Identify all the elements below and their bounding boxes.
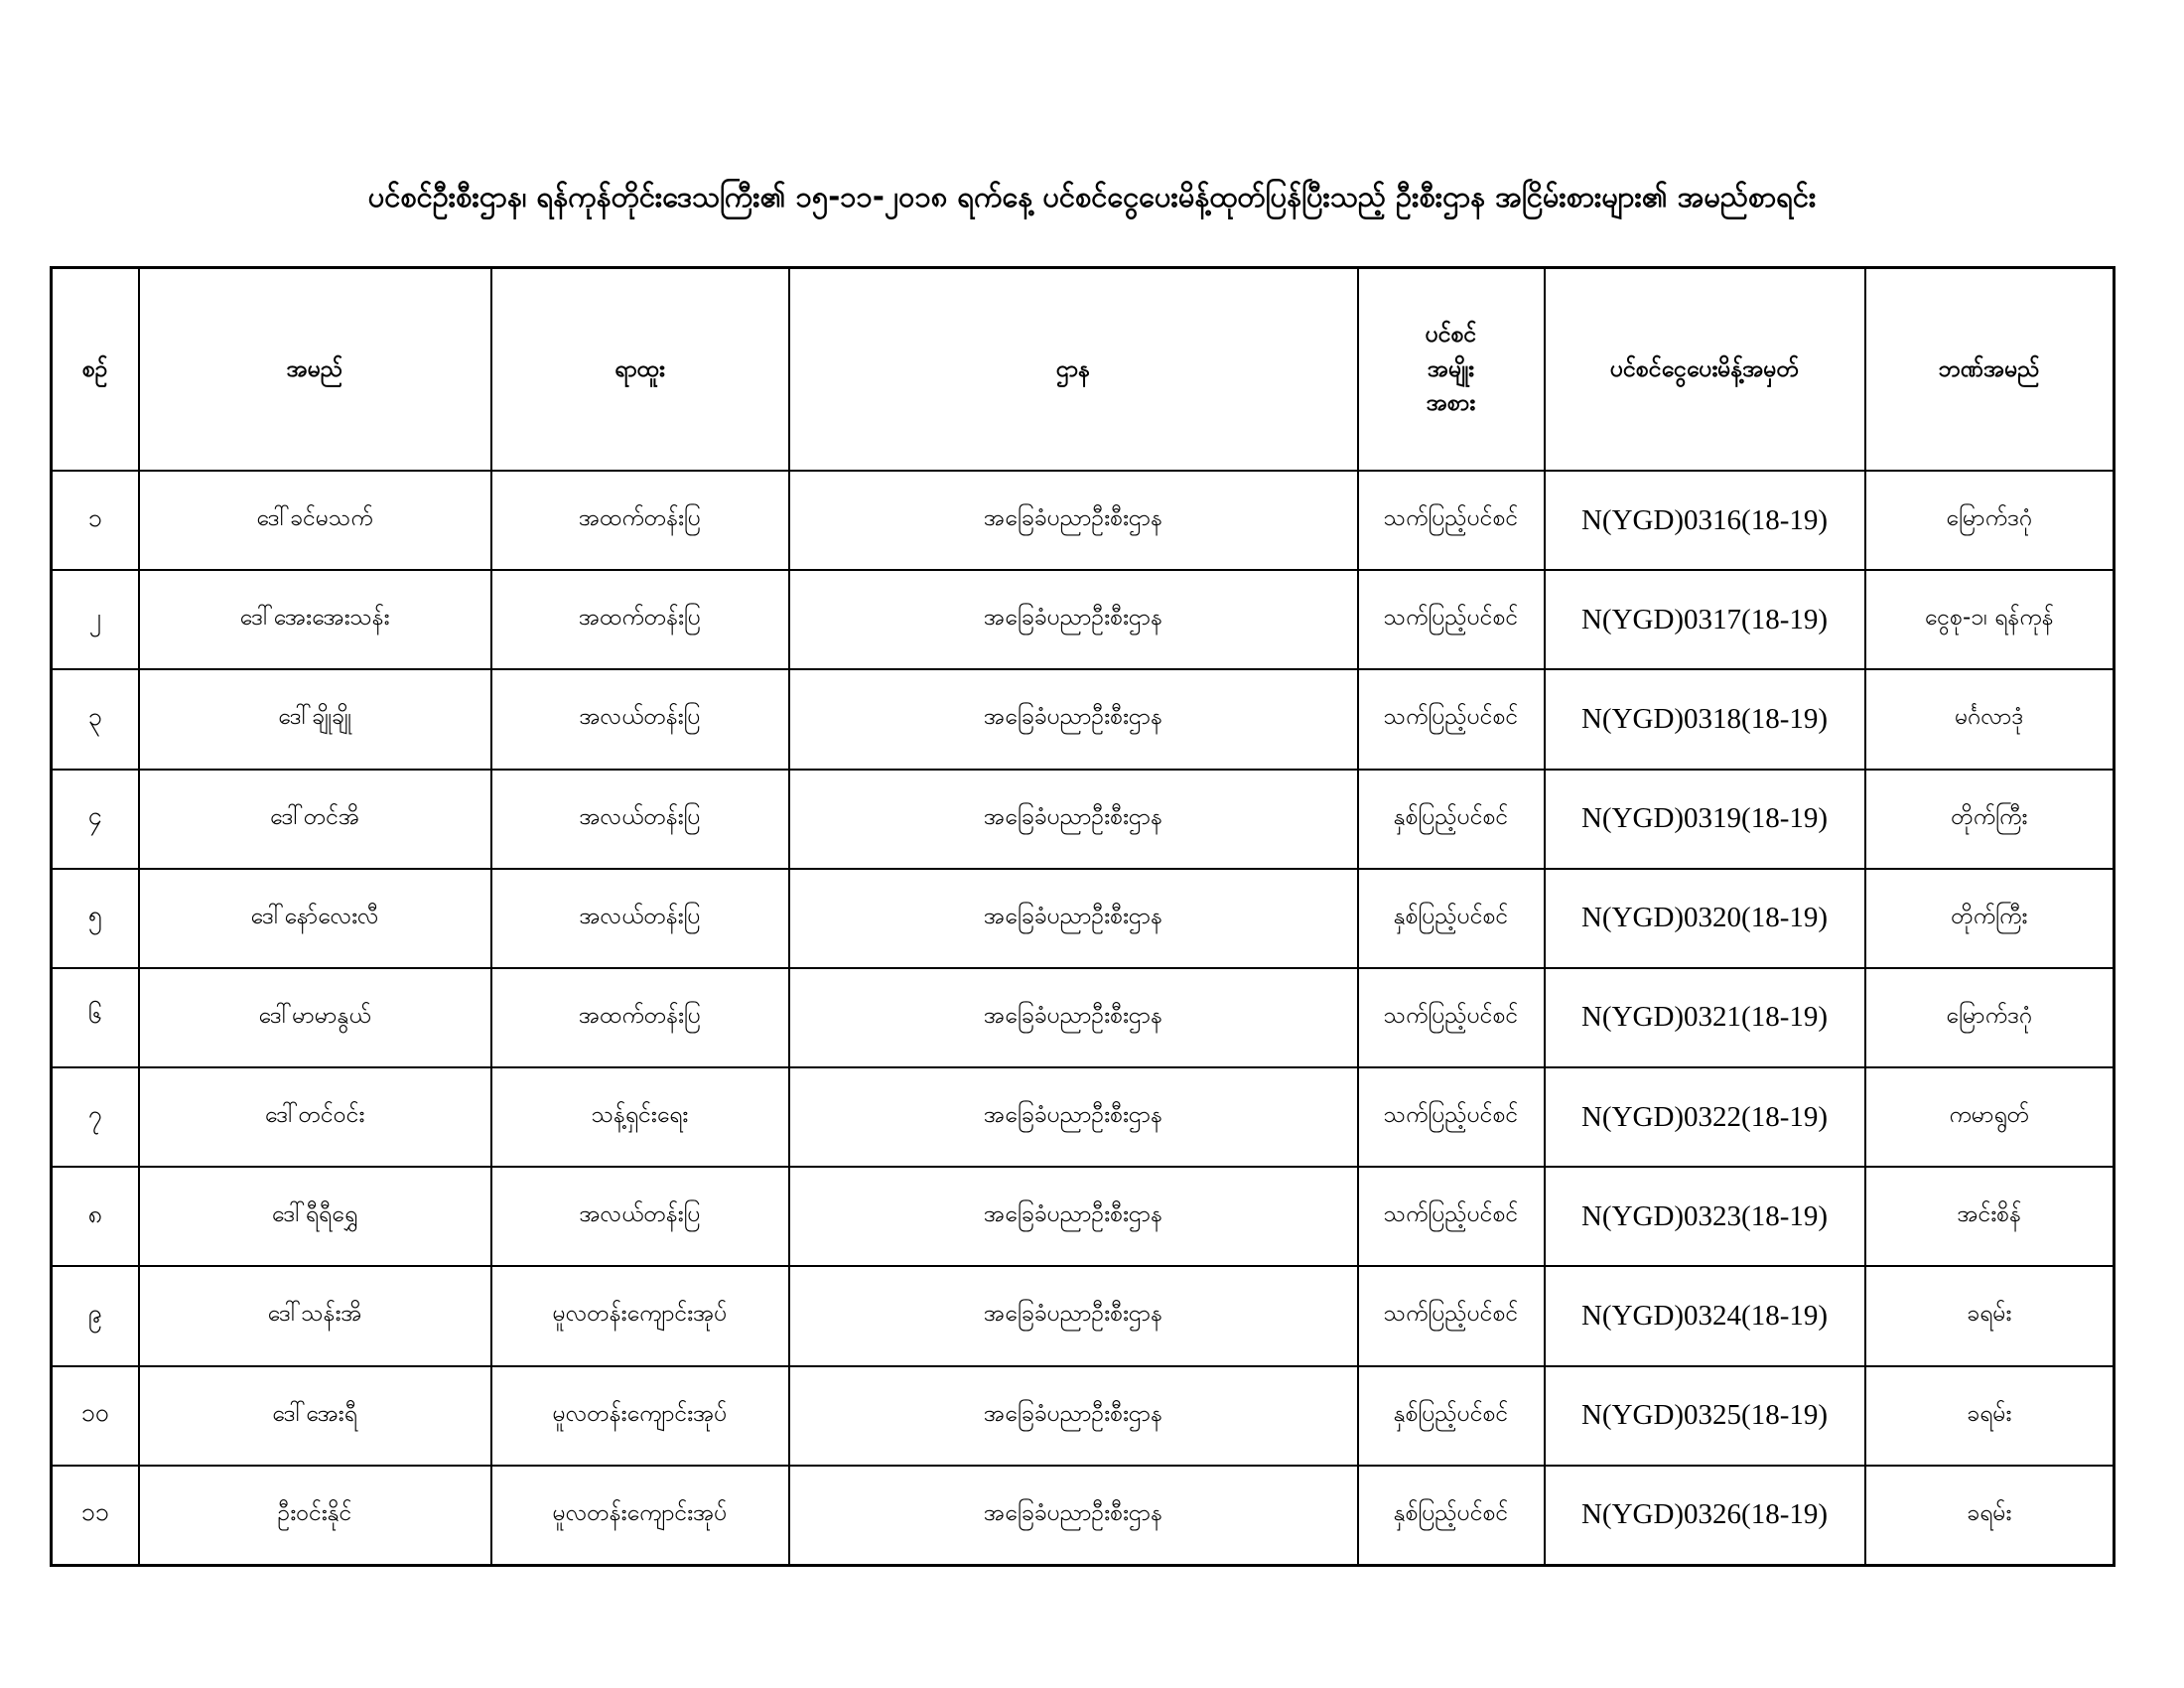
cell-bank: ကမာရွတ်	[1865, 1067, 2115, 1167]
table-row	[52, 669, 2115, 769]
cell-department: အခြေခံပညာဦးစီးဌာန	[789, 1366, 1358, 1466]
header-department: ဌာန	[789, 268, 1358, 472]
cell-bank: တိုက်ကြီး	[1865, 770, 2115, 869]
cell-department: အခြေခံပညာဦးစီးဌာန	[789, 669, 1358, 769]
cell-department: အခြေခံပညာဦးစီးဌာန	[789, 1167, 1358, 1266]
cell-pension-type: သက်ပြည့်ပင်စင်	[1358, 570, 1545, 669]
cell-rank: အထက်တန်းပြ	[491, 471, 789, 570]
page-title: ပင်စင်ဦးစီးဌာန၊ ရန်ကုန်တိုင်းဒေသကြီး၏ ၁၅-၁၁-၂၀၁၈ ရက်နေ့ ပင်စင်ငွေပေးမိန့်ထုတ်ပြန်ပြီးသည့် ဦးစီးဌာန အငြိမ်းစားများ၏ အမည်စာရင်း	[367, 180, 1817, 213]
cell-name: ဒေါ်မာမာနွယ်	[139, 968, 491, 1067]
cell-serial: ၃	[52, 669, 139, 769]
cell-name: ဒေါ်တင်အိ	[139, 770, 491, 869]
cell-department: အခြေခံပညာဦးစီးဌာန	[789, 1067, 1358, 1167]
cell-order-no: N(YGD)0325(18-19)	[1545, 1366, 1865, 1466]
cell-order-no: N(YGD)0317(18-19)	[1545, 570, 1865, 669]
cell-pension-type: နှစ်ပြည့်ပင်စင်	[1358, 1466, 1545, 1566]
cell-department: အခြေခံပညာဦးစီးဌာန	[789, 869, 1358, 968]
cell-bank: ငွေစု-၁၊ ရန်ကုန်	[1865, 570, 2115, 669]
cell-name: ဒေါ်သန်းအိ	[139, 1266, 491, 1365]
cell-rank: သန့်ရှင်းရေး	[491, 1067, 789, 1167]
cell-pension-type: သက်ပြည့်ပင်စင်	[1358, 669, 1545, 769]
cell-serial: ၂	[52, 570, 139, 669]
table-row	[52, 1466, 2115, 1566]
cell-order-no: N(YGD)0324(18-19)	[1545, 1266, 1865, 1365]
cell-department: အခြေခံပညာဦးစီးဌာန	[789, 770, 1358, 869]
cell-rank: မူလတန်းကျောင်းအုပ်	[491, 1366, 789, 1466]
cell-pension-type: သက်ပြည့်ပင်စင်	[1358, 1167, 1545, 1266]
cell-bank: မင်္ဂလာဒုံ	[1865, 669, 2115, 769]
header-pension-type-line1: ပင်စင်	[1425, 322, 1477, 349]
cell-rank: မူလတန်းကျောင်းအုပ်	[491, 1466, 789, 1566]
cell-name: ဒေါ်အေးရီ	[139, 1366, 491, 1466]
table-row	[52, 471, 2115, 570]
header-order-no: ပင်စင်ငွေပေးမိန့်အမှတ်	[1545, 268, 1865, 472]
cell-order-no: N(YGD)0323(18-19)	[1545, 1167, 1865, 1266]
cell-name: ဒေါ်ရီရီရွှေ	[139, 1167, 491, 1266]
table-row	[52, 570, 2115, 669]
pensioner-table	[50, 266, 2116, 1567]
header-pension-type-line3: အစား	[1426, 390, 1476, 417]
table-row	[52, 1366, 2115, 1466]
cell-serial: ၄	[52, 770, 139, 869]
cell-bank: ခရမ်း	[1865, 1266, 2115, 1365]
table-row	[52, 968, 2115, 1067]
table-row	[52, 1167, 2115, 1266]
cell-serial: ၁	[52, 471, 139, 570]
cell-name: ဦးဝင်းနိုင်	[139, 1466, 491, 1566]
table-row	[52, 869, 2115, 968]
cell-order-no: N(YGD)0316(18-19)	[1545, 471, 1865, 570]
cell-name: ဒေါ်နော်လေးလီ	[139, 869, 491, 968]
cell-pension-type: သက်ပြည့်ပင်စင်	[1358, 1067, 1545, 1167]
cell-serial: ၇	[52, 1067, 139, 1167]
cell-pension-type: နှစ်ပြည့်ပင်စင်	[1358, 869, 1545, 968]
cell-rank: အထက်တန်းပြ	[491, 968, 789, 1067]
cell-department: အခြေခံပညာဦးစီးဌာန	[789, 471, 1358, 570]
cell-department: အခြေခံပညာဦးစီးဌာန	[789, 968, 1358, 1067]
cell-pension-type: သက်ပြည့်ပင်စင်	[1358, 968, 1545, 1067]
cell-rank: အလယ်တန်းပြ	[491, 770, 789, 869]
cell-order-no: N(YGD)0321(18-19)	[1545, 968, 1865, 1067]
cell-name: ဒေါ်ချိုချို	[139, 669, 491, 769]
cell-serial: ၉	[52, 1266, 139, 1365]
header-serial: စဉ်	[52, 268, 139, 472]
cell-serial: ၁၀	[52, 1366, 139, 1466]
header-pension-type-line2: အမျိုး	[1427, 355, 1475, 382]
cell-department: အခြေခံပညာဦးစီးဌာန	[789, 1266, 1358, 1365]
cell-pension-type: သက်ပြည့်ပင်စင်	[1358, 1266, 1545, 1365]
cell-bank: အင်းစိန်	[1865, 1167, 2115, 1266]
cell-rank: မူလတန်းကျောင်းအုပ်	[491, 1266, 789, 1365]
cell-pension-type: နှစ်ပြည့်ပင်စင်	[1358, 770, 1545, 869]
cell-name: ဒေါ်အေးအေးသန်း	[139, 570, 491, 669]
cell-bank: မြောက်ဒဂုံ	[1865, 968, 2115, 1067]
cell-order-no: N(YGD)0322(18-19)	[1545, 1067, 1865, 1167]
cell-order-no: N(YGD)0320(18-19)	[1545, 869, 1865, 968]
cell-serial: ၅	[52, 869, 139, 968]
cell-order-no: N(YGD)0318(18-19)	[1545, 669, 1865, 769]
table-row	[52, 1266, 2115, 1365]
cell-bank: မြောက်ဒဂုံ	[1865, 471, 2115, 570]
table-row	[52, 770, 2115, 869]
cell-bank: ခရမ်း	[1865, 1366, 2115, 1466]
cell-name: ဒေါ်ခင်မသက်	[139, 471, 491, 570]
header-pension-type	[1358, 268, 1545, 472]
cell-pension-type: သက်ပြည့်ပင်စင်	[1358, 471, 1545, 570]
cell-rank: အထက်တန်းပြ	[491, 570, 789, 669]
cell-pension-type: နှစ်ပြည့်ပင်စင်	[1358, 1366, 1545, 1466]
cell-bank: ခရမ်း	[1865, 1466, 2115, 1566]
cell-department: အခြေခံပညာဦးစီးဌာန	[789, 570, 1358, 669]
header-rank: ရာထူး	[491, 268, 789, 472]
cell-order-no: N(YGD)0326(18-19)	[1545, 1466, 1865, 1566]
cell-rank: အလယ်တန်းပြ	[491, 1167, 789, 1266]
cell-name: ဒေါ်တင်ဝင်း	[139, 1067, 491, 1167]
header-bank: ဘဏ်အမည်	[1865, 268, 2115, 472]
cell-rank: အလယ်တန်းပြ	[491, 869, 789, 968]
cell-serial: ၆	[52, 968, 139, 1067]
cell-serial: ၁၁	[52, 1466, 139, 1566]
cell-bank: တိုက်ကြီး	[1865, 869, 2115, 968]
header-row	[52, 268, 2115, 472]
table-row	[52, 1067, 2115, 1167]
cell-order-no: N(YGD)0319(18-19)	[1545, 770, 1865, 869]
cell-serial: ၈	[52, 1167, 139, 1266]
cell-department: အခြေခံပညာဦးစီးဌာန	[789, 1466, 1358, 1566]
header-name: အမည်	[139, 268, 491, 472]
cell-rank: အလယ်တန်းပြ	[491, 669, 789, 769]
